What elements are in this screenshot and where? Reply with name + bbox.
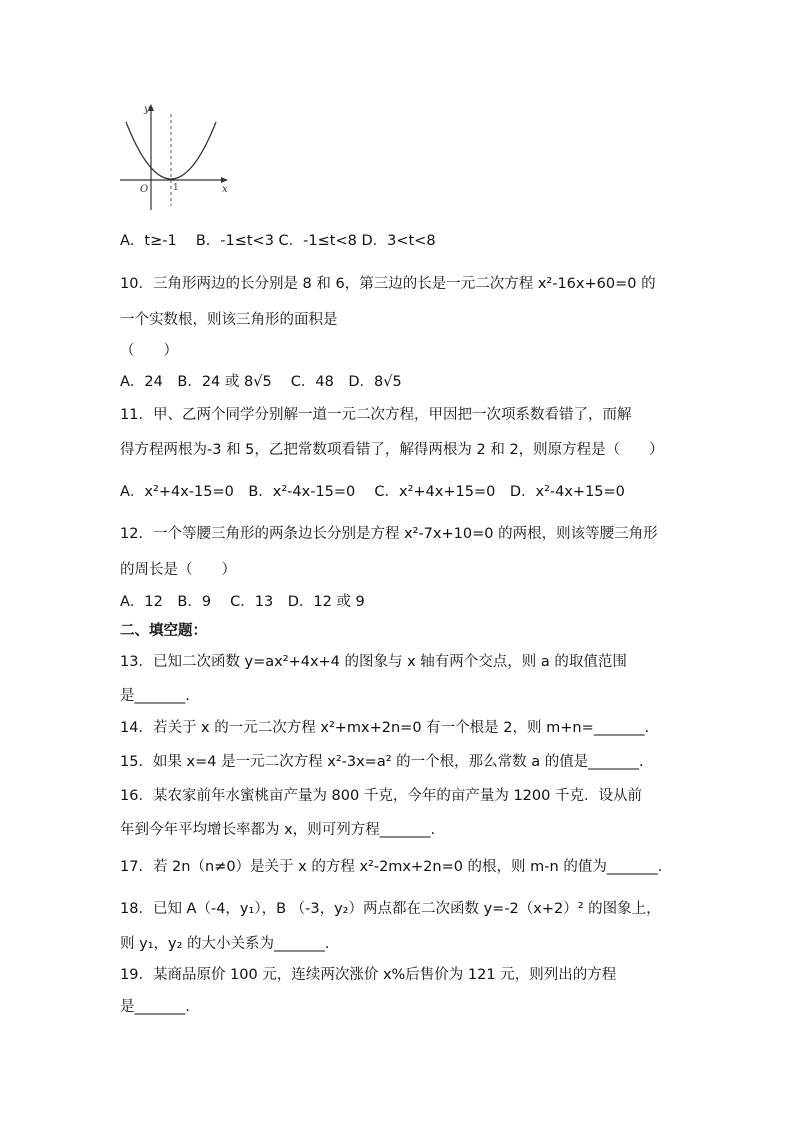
q11-options: A．x²+4x-15=0 B．x²-4x-15=0 C．x²+4x+15=0 D．x²-4x+15=0 bbox=[120, 484, 625, 500]
q13-text-line1: 13．已知二次函数 y=ax²+4x+4 的图象与 x 轴有两个交点，则 a 的取值范围 bbox=[120, 654, 627, 670]
origin-label: O bbox=[140, 184, 149, 195]
q10-text-line1: 10．三角形两边的长分别是 8 和 6，第三边的长是一元二次方程 x²-16x+60=0 的 bbox=[120, 276, 656, 292]
q12-text-line1: 12．一个等腰三角形的两条边长分别是方程 x²-7x+10=0 的两根，则该等腰三角形 bbox=[120, 526, 658, 542]
q16-text-line1: 16．某农家前年水蜜桃亩产量为 800 千克，今年的亩产量为 1200 千克．设从前 bbox=[120, 788, 642, 804]
q11-text-line2: 得方程两根为-3 和 5，乙把常数项看错了，解得两根为 2 和 2，则原方程是（ ） bbox=[120, 442, 664, 458]
q12-options: A．12 B．9 C．13 D．12 或 9 bbox=[120, 594, 365, 610]
q15-text: 15．如果 x=4 是一元二次方程 x²-3x=a² 的一个根，那么常数 a 的值是_______. bbox=[120, 754, 644, 770]
x-axis-arrow bbox=[221, 177, 228, 183]
q10-options: A．24 B．24 或 8√5 C．48 D．8√5 bbox=[120, 374, 402, 390]
q13-text-line2: 是_______. bbox=[120, 688, 190, 704]
parabola-graph bbox=[118, 102, 230, 214]
q19-text-line1: 19．某商品原价 100 元，连续两次涨价 x%后售价为 121 元，则列出的方程 bbox=[120, 967, 617, 983]
q10-answer-bracket: （ ） bbox=[120, 343, 178, 359]
q14-text: 14．若关于 x 的一元二次方程 x²+mx+2n=0 有一个根是 2，则 m+n=_______. bbox=[120, 720, 650, 736]
q11-text-line1: 11．甲、乙两个同学分别解一道一元二次方程，甲因把一次项系数看错了，而解 bbox=[120, 407, 632, 423]
q9-options: A．t≥-1 B．-1≤t<3 C．-1≤t<8 D．3<t<8 bbox=[120, 233, 436, 249]
q10-text-line2: 一个实数根，则该三角形的面积是 bbox=[120, 312, 338, 328]
q16-text-line2: 年到今年平均增长率都为 x，则可列方程_______. bbox=[120, 822, 436, 838]
q12-text-line2: 的周长是（ ） bbox=[120, 562, 236, 578]
q17-text: 17．若 2n（n≠0）是关于 x 的方程 x²-2mx+2n=0 的根，则 m-n 的值为_______. bbox=[120, 859, 663, 875]
x-axis-label: x bbox=[222, 184, 228, 195]
q18-text-line1: 18．已知 A（-4，y₁），B （-3，y₂）两点都在二次函数 y=-2（x+2）² 的图象上， bbox=[120, 901, 661, 917]
q18-text-line2: 则 y₁，y₂ 的大小关系为_______. bbox=[120, 936, 330, 952]
q19-text-line2: 是_______. bbox=[120, 999, 190, 1015]
tick-label-1: 1 bbox=[173, 183, 179, 193]
y-axis-label: y bbox=[144, 104, 150, 115]
section-title-fill-in: 二、填空题： bbox=[120, 623, 207, 639]
